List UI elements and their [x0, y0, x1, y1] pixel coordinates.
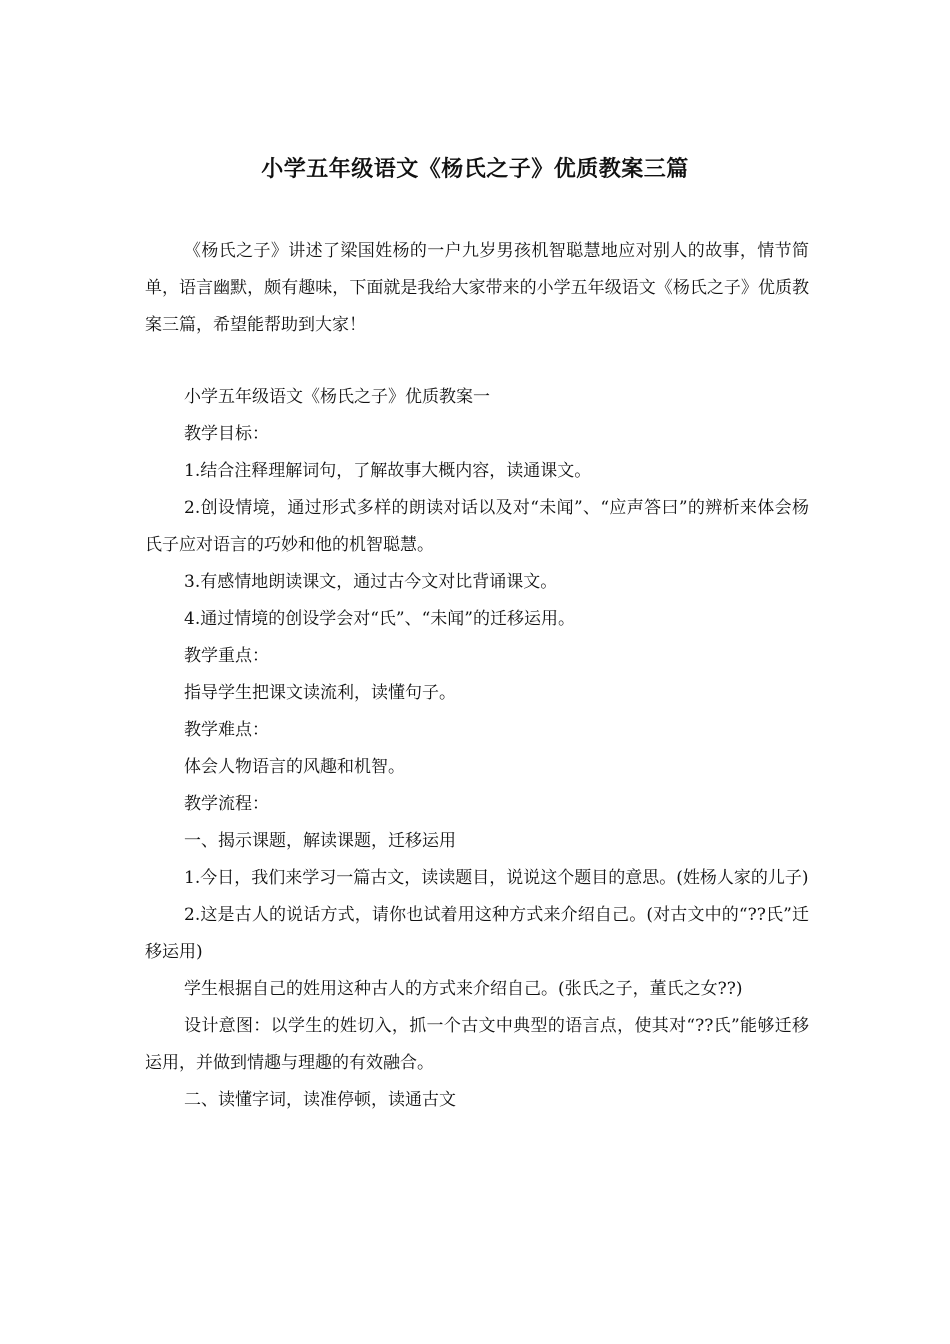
paragraph: 设计意图：以学生的姓切入，抓一个古文中典型的语言点，使其对“??氏”能够迁移运用，并做到情趣与理趣的有效融合。	[145, 1016, 809, 1073]
paragraph: 4.通过情境的创设学会对“氏”、“未闻”的迁移运用。	[184, 609, 575, 629]
section-heading: 小学五年级语文《杨氏之子》优质教案一	[184, 387, 490, 407]
paragraph: 教学流程：	[184, 794, 269, 814]
paragraph: 3.有感情地朗读课文，通过古今文对比背诵课文。	[184, 572, 558, 592]
paragraph: 教学重点：	[184, 646, 269, 666]
paragraph: 学生根据自己的姓用这种古人的方式来介绍自己。(张氏之子，董氏之女??)	[184, 979, 743, 999]
paragraph: 体会人物语言的风趣和机智。	[184, 757, 405, 777]
paragraph: 教学目标：	[184, 424, 269, 444]
paragraph: 指导学生把课文读流利，读懂句子。	[184, 683, 456, 703]
paragraph: 二、读懂字词，读准停顿，读通古文	[184, 1090, 456, 1110]
paragraph: 1.结合注释理解词句，了解故事大概内容，读通课文。	[184, 461, 592, 481]
paragraph: 2.这是古人的说话方式，请你也试着用这种方式来介绍自己。(对古文中的“??氏”迁移运用)	[145, 905, 809, 962]
paragraph: 教学难点：	[184, 720, 269, 740]
paragraph: 1.今日，我们来学习一篇古文，读读题目，说说这个题目的意思。(姓杨人家的儿子)	[184, 868, 809, 888]
document-title: 小学五年级语文《杨氏之子》优质教案三篇	[261, 157, 689, 182]
paragraph: 一、揭示课题，解读课题，迁移运用	[184, 831, 456, 851]
intro-paragraph: 《杨氏之子》讲述了梁国姓杨的一户九岁男孩机智聪慧地应对别人的故事，情节简单，语言幽默，颇有趣味，下面就是我给大家带来的小学五年级语文《杨氏之子》优质教案三篇，希望能帮助到大家！	[145, 241, 809, 335]
lesson-plan-section	[145, 379, 809, 1119]
intro-block	[145, 233, 809, 344]
paragraph: 2.创设情境，通过形式多样的朗读对话以及对“未闻”、“应声答曰”的辨析来体会杨氏子应对语言的巧妙和他的机智聪慧。	[145, 498, 809, 555]
